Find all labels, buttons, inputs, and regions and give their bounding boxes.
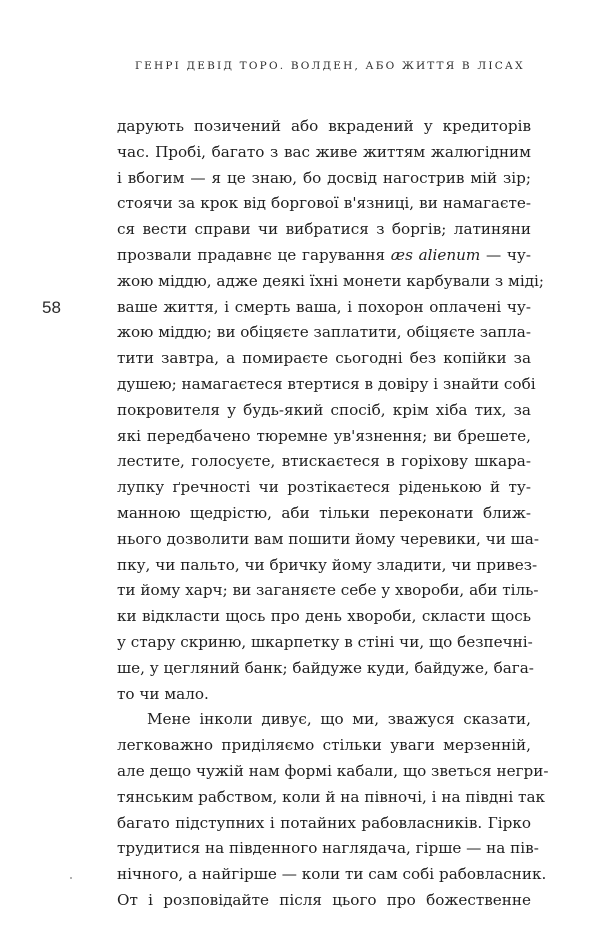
text-line: нічного, а найгірше — коли ти сам собі рабовласник. xyxy=(117,865,547,884)
scan-speck xyxy=(70,877,72,879)
text-line-with-latin xyxy=(117,243,531,269)
text-line: Мене інколи дивує, що ми, зважуся сказати, xyxy=(147,710,531,729)
text-line: ся вести справи чи вибратися з боргів; латиняни xyxy=(117,220,531,239)
text-line: легковажно приділяємо стільки уваги мерзенній, xyxy=(117,736,531,755)
text-line: жою міддю; ви обіцяєте заплатити, обіцяєте запла- xyxy=(117,323,531,342)
text-line: От і розповідайте після цього про божественне xyxy=(117,890,531,909)
text-segment: прозвали прадавнє це гарування xyxy=(117,245,391,264)
text-line: стоячи за крок від боргової в'язниці, ви намагаєте- xyxy=(117,194,531,213)
text-line: нього дозволити вам пошити йому черевики, чи ша- xyxy=(117,529,539,548)
latin-phrase: æs alienum xyxy=(390,245,481,264)
text-line: і вбогим — я це знаю, бо досвід нагострив мій зір; xyxy=(117,168,531,187)
text-line: жою міддю, адже деякі їхні монети карбували з міді; xyxy=(117,271,545,290)
text-line: лупку ґречності чи розтікаєтеся ріденькою й ту- xyxy=(117,478,531,497)
text-line: дарують позичений або вкрадений у кредиторів xyxy=(117,117,531,135)
text-line: душею; намагаєтеся втертися в довіру і знайти собі xyxy=(117,374,536,393)
text-line: але дещо чужій нам формі кабали, що зветься негри- xyxy=(117,761,549,780)
text-segment: — чу- xyxy=(480,245,531,264)
body-text xyxy=(117,114,549,914)
page-number: 58 xyxy=(42,298,61,317)
text-line: лестите, голосуєте, втискаєтеся в горіхову шкара- xyxy=(117,452,531,471)
paragraph-2 xyxy=(117,707,549,913)
text-line: трудитися на південного наглядача, гірше — на пів- xyxy=(117,839,539,858)
text-line: ше, у цегляний банк; байдуже куди, байдуже, бага- xyxy=(117,658,534,677)
text-line: у стару скриню, шкарпетку в стіні чи, що безпечні- xyxy=(117,632,533,651)
text-line: час. Пробі, багато з вас живе життям жалюгідним xyxy=(117,142,531,161)
running-header: ГЕНРІ ДЕВІД ТОРО. ВОЛДЕН, АБО ЖИТТЯ В ЛІСАХ xyxy=(135,60,525,72)
text-line: манною щедрістю, аби тільки переконати ближ- xyxy=(117,503,531,522)
text-line: ваше життя, і смерть ваша, і похорон оплачені чу- xyxy=(117,297,531,316)
text-line: які передбачено тюремне ув'язнення; ви брешете, xyxy=(117,426,531,445)
text-line: покровителя у будь-який спосіб, крім хіба тих, за xyxy=(117,400,531,419)
text-line: тити завтра, а помираєте сьогодні без копійки за xyxy=(117,349,531,368)
text-line: багато підступних і потайних рабовласників. Гірко xyxy=(117,813,531,832)
text-line: ти йому харч; ви заганяєте себе у хвороби, аби тіль- xyxy=(117,581,539,600)
text-line: тянським рабством, коли й на півночі, і на півдні так xyxy=(117,787,545,806)
text-line: ки відкласти щось про день хвороби, скласти щось xyxy=(117,607,531,626)
paragraph-1 xyxy=(117,114,545,707)
text-line: пку, чи пальто, чи бричку йому зладити, чи привез- xyxy=(117,555,538,574)
text-line: то чи мало. xyxy=(117,684,209,703)
